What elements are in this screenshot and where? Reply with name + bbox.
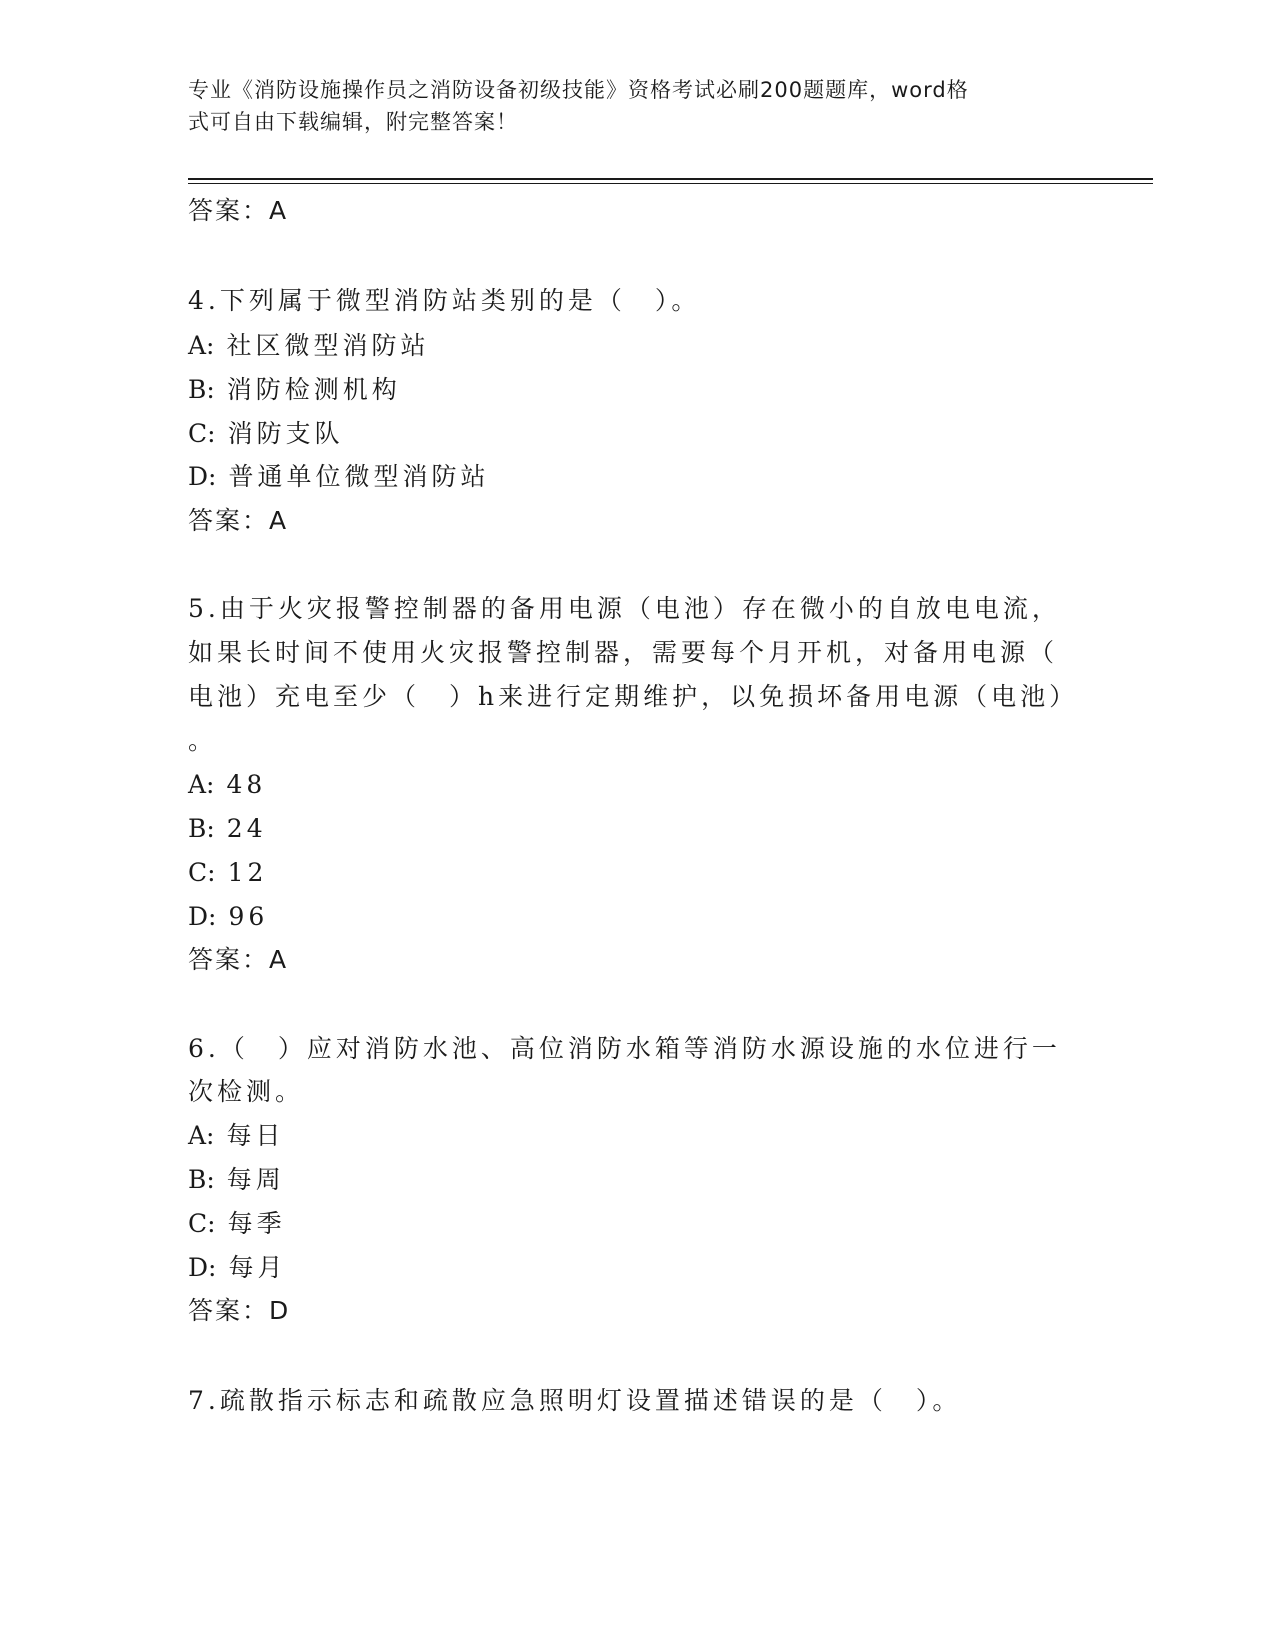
option-d <box>188 902 268 932</box>
option-key: C: <box>188 858 216 887</box>
header-line-1: 专业《消防设施操作员之消防设备初级技能》资格考试必刷200题题库，word格 <box>188 78 969 102</box>
option-text: 消防支队 <box>227 419 344 448</box>
option-key: C: <box>188 1209 216 1238</box>
option-b <box>188 375 401 405</box>
option-text: 12 <box>227 858 268 887</box>
option-key: A: <box>188 1121 215 1150</box>
option-d <box>188 462 489 492</box>
option-c <box>188 419 344 449</box>
question-stem: 7.疏散指示标志和疏散应急照明灯设置描述错误的是（ ）。 <box>188 1386 962 1415</box>
option-text: 48 <box>226 770 267 799</box>
header-divider-thin <box>188 183 1153 184</box>
question-stem-line-2: 如果长时间不使用火灾报警控制器，需要每个月开机，对备用电源（ <box>188 638 1059 667</box>
option-b <box>188 1165 285 1195</box>
option-a <box>188 331 430 361</box>
option-b <box>188 814 267 844</box>
option-key: D: <box>188 902 217 931</box>
option-text: 24 <box>226 814 267 843</box>
option-d <box>188 1253 286 1283</box>
document-header <box>188 74 1068 138</box>
option-text: 96 <box>228 902 269 931</box>
option-key: D: <box>188 462 217 491</box>
option-key: B: <box>188 375 215 404</box>
answer: 答案：D <box>188 1296 291 1325</box>
option-key: B: <box>188 1165 215 1194</box>
question-stem-line-2: 次检测。 <box>188 1077 305 1106</box>
option-text: 普通单位微型消防站 <box>228 462 490 491</box>
option-a <box>188 1121 285 1151</box>
option-key: C: <box>188 419 216 448</box>
question-stem-line-3: 电池）充电至少（ ）h来进行定期维护，以免损坏备用电源（电池） <box>188 682 1079 711</box>
answer: 答案：A <box>188 506 289 535</box>
question-stem: 4.下列属于微型消防站类别的是（ ）。 <box>188 286 701 315</box>
option-key: B: <box>188 814 215 843</box>
header-line-2: 式可自由下载编辑，附完整答案！ <box>188 110 518 134</box>
answer: 答案：A <box>188 945 289 974</box>
option-c <box>188 858 267 888</box>
option-text: 每周 <box>226 1165 285 1194</box>
option-text: 消防检测机构 <box>226 375 401 404</box>
question-stem-line-1: 5.由于火灾报警控制器的备用电源（电池）存在微小的自放电电流， <box>188 594 1061 623</box>
option-text: 每季 <box>227 1209 286 1238</box>
option-text: 社区微型消防站 <box>226 331 430 360</box>
question-stem-line-4: 。 <box>188 726 218 755</box>
answer-prev: 答案：A <box>188 196 289 225</box>
option-text: 每日 <box>226 1121 285 1150</box>
option-key: D: <box>188 1253 217 1282</box>
question-stem-line-1: 6.（ ）应对消防水池、高位消防水箱等消防水源设施的水位进行一 <box>188 1034 1061 1063</box>
header-divider-thick <box>188 178 1153 180</box>
option-c <box>188 1209 286 1239</box>
option-text: 每月 <box>228 1253 287 1282</box>
option-key: A: <box>188 770 215 799</box>
option-key: A: <box>188 331 215 360</box>
option-a <box>188 770 266 800</box>
